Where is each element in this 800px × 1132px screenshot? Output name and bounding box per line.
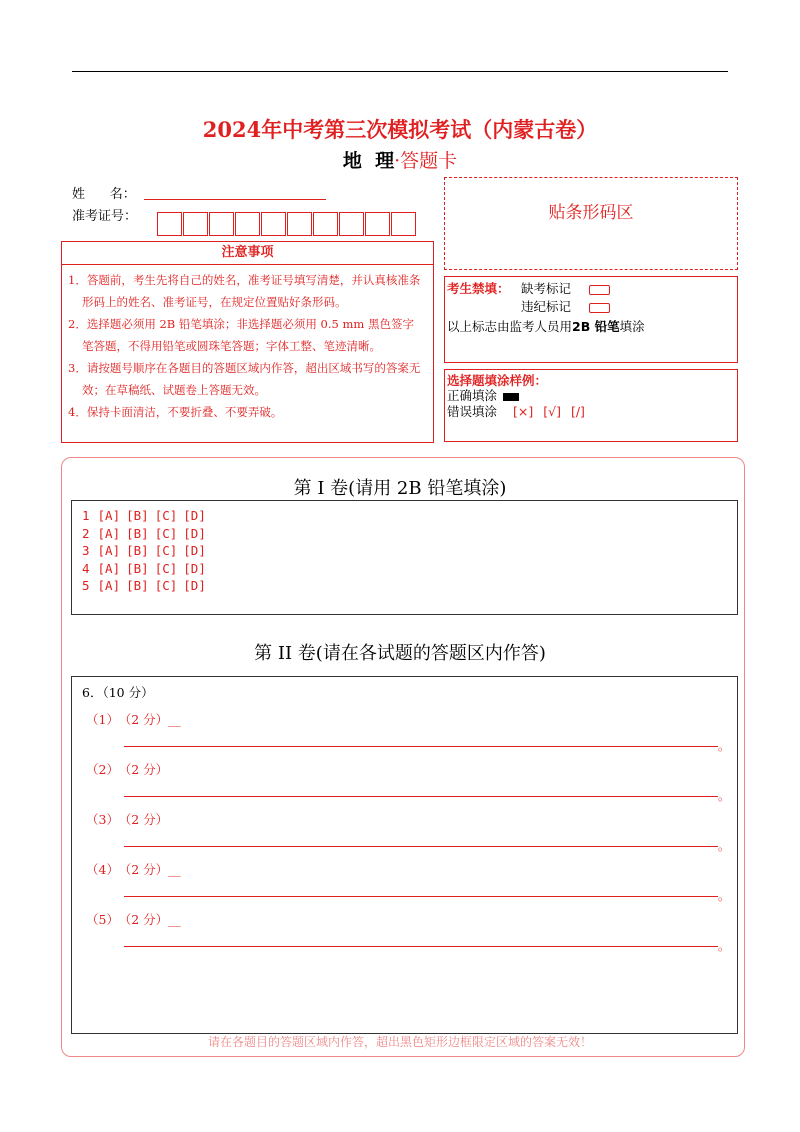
part-score: （2 分）: [124, 762, 169, 777]
exam-id-boxes[interactable]: [157, 212, 427, 236]
prohibited-note-suffix: 填涂: [619, 319, 645, 334]
part-label-row: [86, 760, 168, 778]
name-field[interactable]: [144, 199, 326, 200]
option-bubble[interactable]: [A]: [97, 525, 121, 541]
subject-name: 地 理: [342, 150, 395, 172]
option-bubble[interactable]: [A]: [97, 560, 121, 576]
fill-example-box: [444, 369, 738, 442]
option-bubble[interactable]: [D]: [183, 578, 206, 593]
prohibited-label: 考生禁填：: [447, 281, 510, 296]
answer-line-end: 。: [718, 739, 731, 753]
violation-mark-box[interactable]: [589, 303, 610, 313]
option-bubble[interactable]: [C]: [154, 525, 178, 541]
exam-id-digit-box[interactable]: [339, 212, 364, 236]
answer-line-end: 。: [718, 889, 731, 903]
name-label: 姓 名：: [72, 187, 136, 202]
part-score: （2 分）__: [124, 912, 181, 927]
exam-id-digit-box[interactable]: [391, 212, 416, 236]
part-label-row: [86, 710, 181, 728]
option-bubble[interactable]: [D]: [183, 525, 206, 541]
wrong-fill-mark: [×]: [513, 404, 534, 419]
option-bubble[interactable]: [B]: [126, 578, 149, 593]
wrong-fill-mark: [√]: [543, 404, 561, 419]
option-bubble[interactable]: [C]: [154, 560, 178, 576]
notice-item: 1．答题前，考生先将自己的姓名，准考证号填写清楚，并认真核准条形码上的姓名、准考证号，在规定位置贴好条形码。: [68, 273, 421, 309]
option-bubble[interactable]: [D]: [183, 543, 206, 558]
exam-id-digit-box[interactable]: [235, 212, 260, 236]
correct-fill-mark: [503, 393, 519, 401]
answer-line-end: 。: [718, 789, 731, 803]
page-title: 2024年中考第三次模拟考试（内蒙古卷）: [202, 117, 598, 142]
option-bubble[interactable]: [B]: [126, 543, 149, 558]
exam-id-digit-box[interactable]: [209, 212, 234, 236]
question6-header: 6．（10 分）: [82, 685, 154, 700]
exam-id-digit-box[interactable]: [313, 212, 338, 236]
part-score: （2 分）: [124, 812, 169, 827]
option-bubble[interactable]: [B]: [126, 525, 149, 541]
part-number: （4）: [86, 862, 119, 877]
answer-line-end: 。: [718, 939, 731, 953]
question-number: 5: [82, 578, 90, 593]
part-number: （1）: [86, 712, 119, 727]
subject-subtitle: ·答题卡: [394, 150, 458, 172]
wrong-fill-mark: [/]: [570, 404, 585, 419]
notices-title: 注意事项: [62, 242, 433, 265]
prohibited-box: [444, 276, 738, 363]
exam-id-label: 准考证号：: [72, 209, 138, 224]
absent-mark-box[interactable]: [589, 285, 610, 295]
part-score: （2 分）__: [124, 712, 181, 727]
option-bubble[interactable]: [B]: [126, 508, 149, 523]
question-number: 3: [82, 543, 90, 558]
answer-line[interactable]: [124, 746, 718, 747]
option-bubble[interactable]: [A]: [97, 508, 121, 523]
question-number: 1: [82, 508, 90, 523]
exam-id-digit-box[interactable]: [365, 212, 390, 236]
option-bubble[interactable]: [B]: [126, 560, 149, 576]
fill-example-title: 选择题填涂样例：: [447, 373, 548, 388]
option-bubble[interactable]: [C]: [154, 508, 178, 523]
choice-question-row: [82, 525, 212, 543]
barcode-area: [444, 177, 738, 270]
part-score: （2 分）__: [124, 862, 181, 877]
exam-id-digit-box[interactable]: [183, 212, 208, 236]
prohibited-note: [447, 317, 645, 335]
exam-id-digit-box[interactable]: [157, 212, 182, 236]
notice-item: 3．请按题号顺序在各题目的答题区域内作答，超出区域书写的答案无效；在草稿纸、试题卷上答题无效。: [68, 361, 421, 397]
violation-mark-row: [521, 297, 610, 315]
wrong-fill-marks: [513, 404, 595, 419]
barcode-label: 贴条形码区: [548, 203, 634, 223]
violation-label: 违纪标记: [521, 299, 572, 314]
absent-mark-row: [521, 279, 610, 297]
option-bubble[interactable]: [D]: [183, 508, 206, 523]
absent-label: 缺考标记: [521, 281, 572, 296]
part-label-row: [86, 810, 168, 828]
part-number: （3）: [86, 812, 119, 827]
part-label-row: [86, 910, 181, 928]
choice-question-list: [82, 507, 212, 595]
section1-box: [71, 500, 738, 615]
notices-list: [62, 265, 433, 423]
section2-title: 第 II 卷(请在各试题的答题区内作答): [254, 643, 546, 664]
option-bubble[interactable]: [D]: [183, 560, 206, 576]
answer-line-end: 。: [718, 839, 731, 853]
option-bubble[interactable]: [A]: [97, 578, 121, 593]
choice-question-row: [82, 560, 212, 578]
part-number: （2）: [86, 762, 119, 777]
exam-id-digit-box[interactable]: [261, 212, 286, 236]
section1-title: 第 I 卷(请用 2B 铅笔填涂): [293, 478, 507, 499]
correct-fill-label: 正确填涂: [447, 388, 498, 403]
part-number: （5）: [86, 912, 119, 927]
notice-item: 4．保持卡面清洁，不要折叠、不要弄破。: [68, 405, 283, 419]
question-number: 4: [82, 560, 90, 576]
part-label-row: [86, 860, 181, 878]
section2-box: [71, 676, 738, 1034]
answer-line[interactable]: [124, 946, 718, 947]
option-bubble[interactable]: [A]: [97, 543, 121, 558]
subject-line: [0, 146, 800, 173]
prohibited-note-bold: 2B 铅笔: [572, 319, 620, 334]
choice-question-row: [82, 507, 212, 525]
top-rule: [72, 71, 728, 72]
footer-note: 请在各题目的答题区域内作答，超出黑色矩形边框限定区域的答案无效！: [207, 1035, 592, 1049]
option-bubble[interactable]: [C]: [154, 543, 178, 558]
exam-id-digit-box[interactable]: [287, 212, 312, 236]
answer-line[interactable]: [124, 796, 718, 797]
answer-line[interactable]: [124, 896, 718, 897]
notice-item: 2．选择题必须用 2B 铅笔填涂；非选择题必须用 0.5 mm 黑色签字笔答题，不得用铅笔或圆珠笔答题；字体工整、笔迹清晰。: [68, 317, 414, 353]
answer-line[interactable]: [124, 846, 718, 847]
notices-box: [61, 241, 434, 443]
wrong-fill-row: [447, 402, 595, 420]
choice-question-row: [82, 542, 212, 560]
choice-question-row: [82, 577, 212, 595]
option-bubble[interactable]: [C]: [154, 578, 178, 593]
wrong-fill-label: 错误填涂: [447, 404, 498, 419]
question-number: 2: [82, 525, 90, 541]
prohibited-note-prefix: 以上标志由监考人员用: [447, 319, 573, 334]
